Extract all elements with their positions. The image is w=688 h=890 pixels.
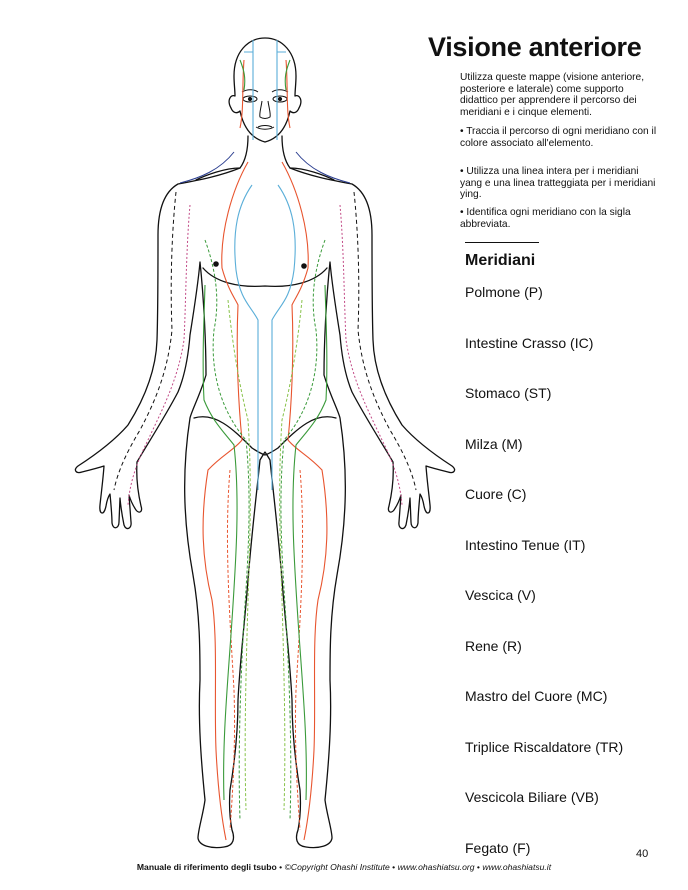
meridian-item-stomaco: Stomaco (ST) (465, 385, 623, 436)
body-outline (75, 38, 454, 848)
meridian-item-mastro-del-cuore: Mastro del Cuore (MC) (465, 688, 623, 739)
intro-text: Utilizza queste mappe (visione anteriore, posteriore e laterale) come supporto didattico per apprendere il percorso dei meridiani e i cinque elementi. (460, 72, 660, 118)
pectoral-lines (203, 268, 327, 286)
meridian-blue (235, 40, 295, 490)
footer-manual: Manuale di riferimento degli tsubo (137, 862, 277, 872)
meridian-item-cuore: Cuore (C) (465, 486, 623, 537)
footer-site-it: www.ohashiatsu.it (482, 862, 551, 872)
meridian-item-polmone: Polmone (P) (465, 284, 623, 335)
meridian-item-intestino-crasso: Intestine Crasso (IC) (465, 335, 623, 386)
meridian-arm-dashed (114, 192, 416, 490)
clavicle-lines (196, 168, 334, 180)
meridian-list (465, 284, 623, 890)
meridian-red-solid (203, 60, 327, 840)
meridian-item-fegato: Fegato (F) (465, 840, 623, 890)
face (242, 90, 288, 130)
meridians-heading: Meridiani (465, 252, 535, 270)
page-title: Visione anteriore (428, 32, 641, 63)
page-footer: Manuale di riferimento degli tsubo • ©Copyright Ohashi Institute • www.ohashiatsu.org • www.ohashiatsu.it (0, 862, 688, 872)
meridian-red-dashed (227, 470, 302, 830)
divider (465, 242, 539, 243)
pelvis-line (194, 417, 336, 455)
page-number: 40 (636, 848, 648, 860)
meridian-green-dashed (205, 240, 325, 820)
meridian-item-vescica: Vescica (V) (465, 587, 623, 638)
nipples (213, 261, 307, 269)
meridian-item-rene: Rene (R) (465, 638, 623, 689)
instruction-line-style: • Utilizza una linea intera per i meridiani yang e una linea tratteggiata per i meridiani ying. (460, 166, 660, 201)
footer-copyright: ©Copyright Ohashi Institute (285, 862, 390, 872)
meridian-item-triplice-riscaldatore: Triplice Riscaldatore (TR) (465, 739, 623, 790)
meridian-item-milza: Milza (M) (465, 436, 623, 487)
instruction-trace: • Traccia il percorso di ogni meridiano con il colore associato all'elemento. (460, 126, 660, 149)
meridian-item-vescicola-biliare: Vescicola Biliare (VB) (465, 789, 623, 840)
meridian-item-intestino-tenue: Intestino Tenue (IT) (465, 537, 623, 588)
meridian-purple-dashed (128, 205, 402, 505)
instruction-identify: • Identifica ogni meridiano con la sigla abbreviata. (460, 207, 660, 230)
meridian-body-diagram (60, 18, 460, 860)
footer-site-org: www.ohashiatsu.org (398, 862, 475, 872)
